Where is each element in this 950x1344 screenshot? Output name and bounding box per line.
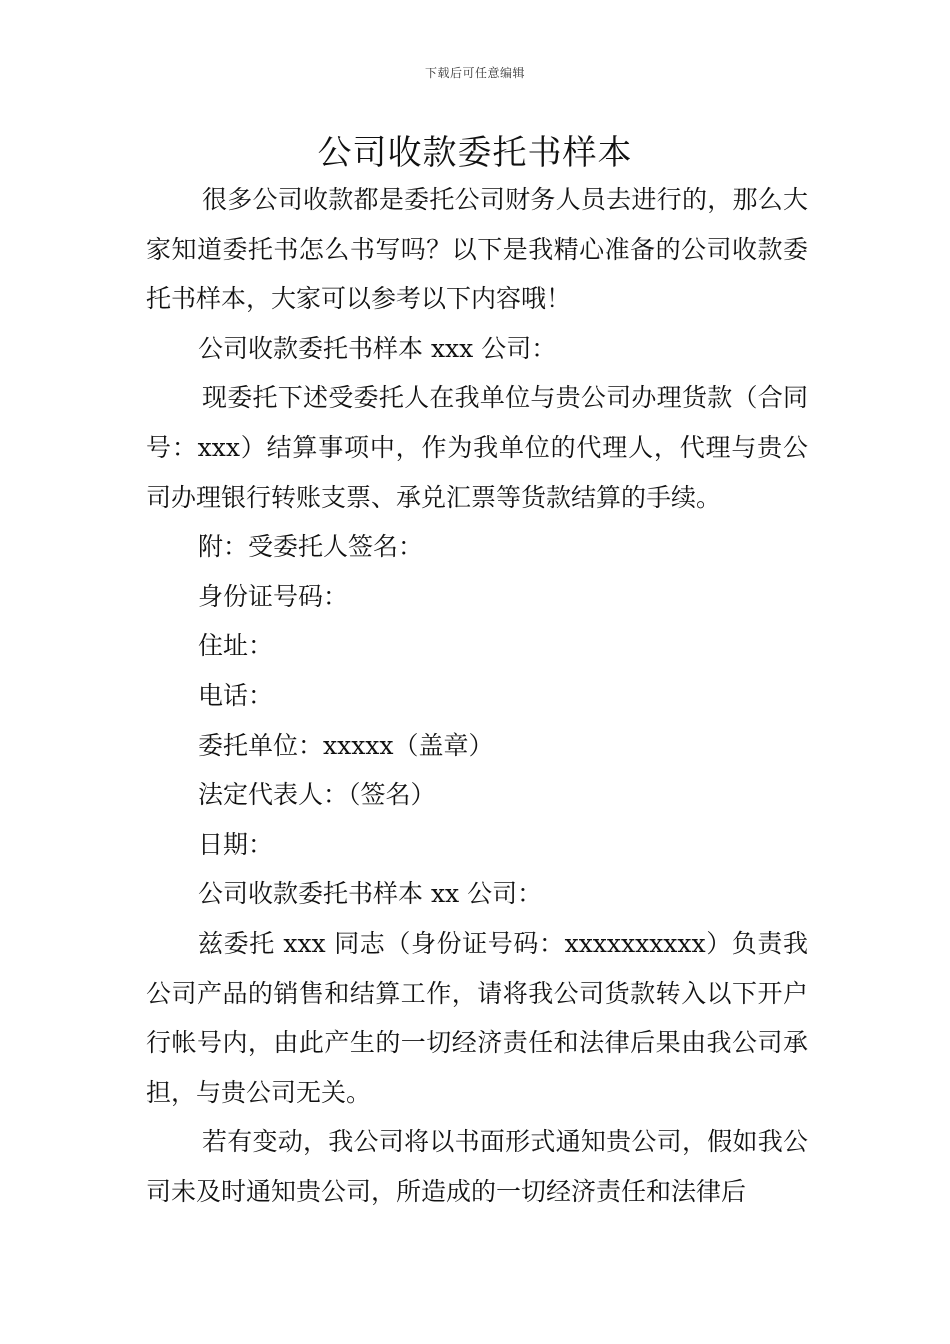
paragraph-intro: 很多公司收款都是委托公司财务人员去进行的，那么大家知道委托书怎么书写吗？以下是我精心准备的公司收款委托书样本，大家可以参考以下内容哦！	[146, 185, 808, 314]
field-address: 住址：	[198, 631, 274, 661]
paragraph-sample-1-body: 现委托下述受委托人在我单位与贵公司办理货款（合同号：xxx）结算事项中，作为我单位的代理人，代理与贵公司办理银行转账支票、承兑汇票等货款结算的手续。	[146, 383, 808, 512]
field-phone: 电话：	[198, 680, 274, 710]
header-note: 下载后可任意编辑	[424, 66, 525, 80]
paragraph-sample-2-change-notice: 若有变动，我公司将以书面形式通知贵公司，假如我公司未及时通知贵公司，所造成的一切经济责任和法律后	[146, 1127, 808, 1206]
paragraph-sample-1-heading: 公司收款委托书样本 xxx 公司：	[198, 333, 557, 363]
document-title: 公司收款委托书样本	[317, 133, 633, 173]
document-body	[146, 175, 808, 1216]
field-agent-signature: 附：受委托人签名：	[198, 532, 424, 562]
field-entrusting-unit: 委托单位：xxxxx（盖章）	[198, 730, 494, 760]
paragraph-sample-2-heading: 公司收款委托书样本 xx 公司：	[198, 879, 543, 909]
field-date: 日期：	[198, 829, 274, 859]
field-id-number: 身份证号码：	[198, 581, 349, 611]
field-legal-representative: 法定代表人：（签名）	[198, 780, 436, 810]
paragraph-sample-2-body: 兹委托 xxx 同志（身份证号码：xxxxxxxxxx）负责我公司产品的销售和结算工作，请将我公司货款转入以下开户行帐号内，由此产生的一切经济责任和法律后果由我公司承担，与贵公司无关。	[146, 928, 808, 1107]
